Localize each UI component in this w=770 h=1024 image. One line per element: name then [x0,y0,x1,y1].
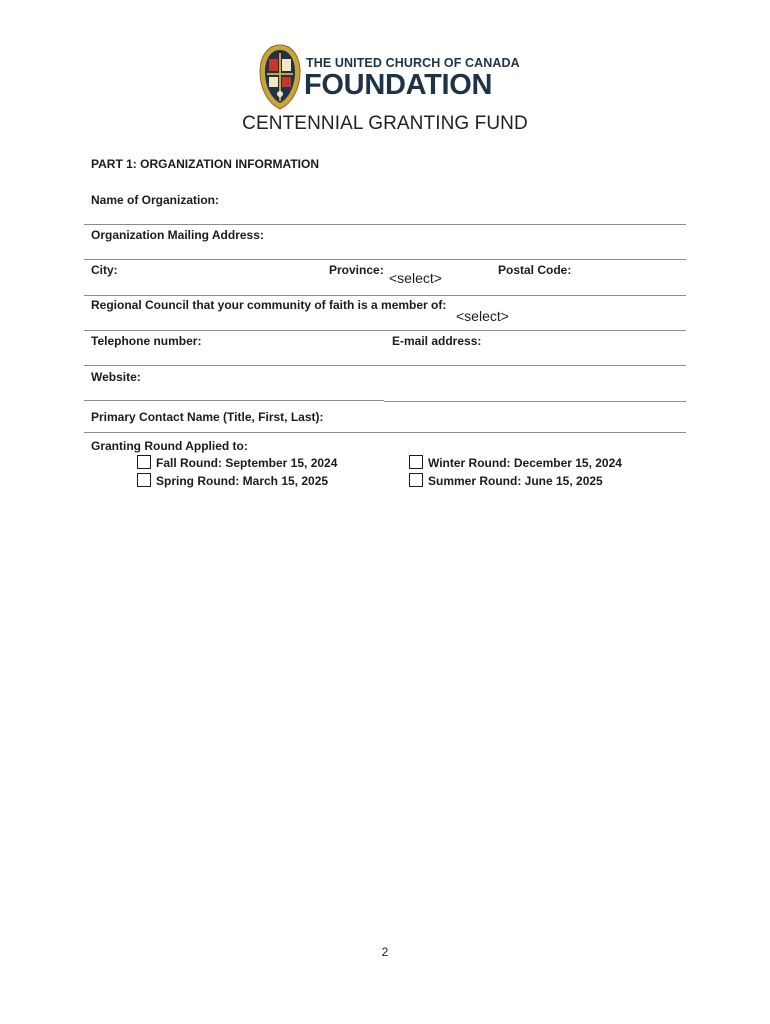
divider [84,400,384,401]
divider [84,365,686,366]
summer-round-checkbox[interactable] [409,473,423,487]
name-of-organization-field[interactable] [230,188,685,222]
postal-code-label: Postal Code: [498,263,572,277]
spring-round-label: Spring Round: March 15, 2025 [156,474,329,488]
divider [384,401,686,402]
city-label: City: [91,263,118,277]
summer-round-label: Summer Round: June 15, 2025 [428,474,603,488]
winter-round-label: Winter Round: December 15, 2024 [428,456,622,470]
logo-foundation-wordmark: FOUNDATION [304,69,493,101]
logo-org-name: THE UNITED CHURCH OF CANADA [306,56,520,70]
part-heading: PART 1: ORGANIZATION INFORMATION [91,157,319,171]
mailing-address-label: Organization Mailing Address: [91,228,264,242]
foundation-crest-logo [259,44,301,110]
divider [84,224,686,225]
granting-round-label: Granting Round Applied to: [91,439,248,453]
telephone-field[interactable] [210,332,385,364]
page-number: 2 [381,945,389,959]
divider [84,432,686,433]
website-label: Website: [91,370,141,384]
website-field[interactable] [148,367,685,399]
divider [84,295,686,296]
fall-round-checkbox[interactable] [137,455,151,469]
mailing-address-field[interactable] [275,226,685,258]
spring-round-checkbox[interactable] [137,473,151,487]
postal-code-field[interactable] [575,261,685,293]
divider [84,330,686,331]
divider [84,259,686,260]
document-title: CENTENNIAL GRANTING FUND [242,113,528,134]
winter-round-checkbox[interactable] [409,455,423,469]
province-select[interactable]: <select> [389,270,442,286]
primary-contact-label: Primary Contact Name (Title, First, Last): [91,410,324,424]
telephone-label: Telephone number: [91,334,202,348]
city-field[interactable] [125,261,320,293]
primary-contact-field[interactable] [385,403,685,431]
email-label: E-mail address: [392,334,482,348]
fall-round-label: Fall Round: September 15, 2024 [156,456,338,470]
name-of-organization-label: Name of Organization: [91,193,220,207]
province-label: Province: [329,263,384,277]
email-field[interactable] [485,332,685,364]
regional-council-select[interactable]: <select> [456,308,509,324]
regional-council-label: Regional Council that your community of faith is a member of: [91,298,447,312]
